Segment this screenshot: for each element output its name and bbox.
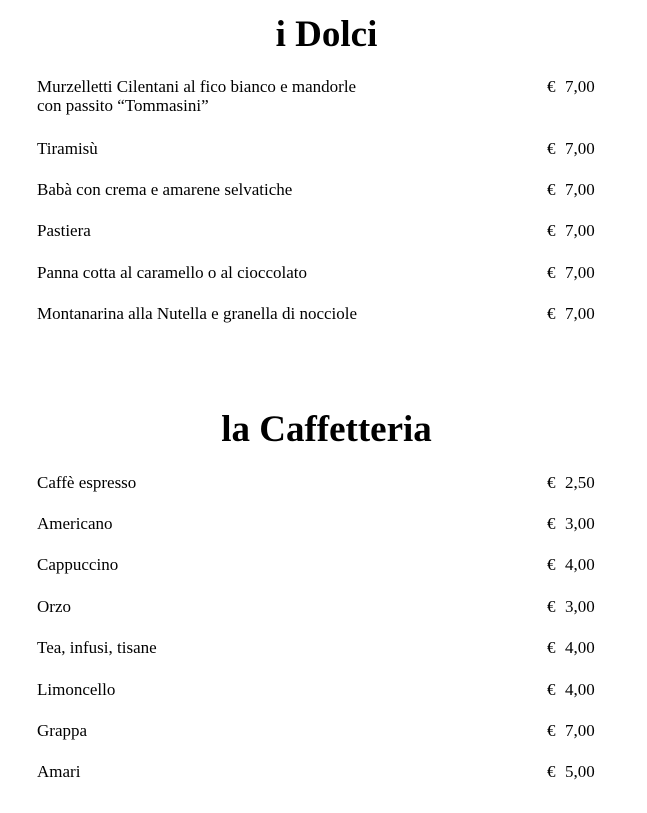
- item-price: [547, 638, 599, 657]
- item-name: [37, 473, 457, 492]
- item-name-line: Americano: [37, 514, 113, 533]
- item-price: [547, 514, 599, 533]
- item-name: [37, 180, 457, 199]
- currency-symbol: €: [547, 139, 556, 158]
- price-value: 7,00: [565, 221, 595, 240]
- item-name: [37, 597, 457, 616]
- price-value: 7,00: [565, 721, 595, 740]
- item-price: [547, 721, 599, 740]
- price-value: 7,00: [565, 77, 595, 96]
- section-title: i Dolci: [275, 14, 378, 55]
- item-name-line: Orzo: [37, 597, 71, 616]
- item-name: [37, 139, 457, 158]
- item-name-line: Grappa: [37, 721, 88, 740]
- currency-symbol: €: [547, 263, 556, 282]
- item-name: [37, 680, 457, 699]
- item-price: [547, 221, 599, 240]
- currency-symbol: €: [547, 680, 556, 699]
- price-value: 7,00: [565, 304, 595, 323]
- currency-symbol: €: [547, 221, 556, 240]
- price-value: 5,00: [565, 762, 595, 781]
- item-name: [37, 304, 457, 323]
- currency-symbol: €: [547, 555, 556, 574]
- item-name-line: Amari: [37, 762, 81, 781]
- item-name: [37, 77, 457, 115]
- item-name-line: Montanarina alla Nutella e granella di nocciole: [37, 304, 358, 323]
- price-value: 7,00: [565, 263, 595, 282]
- item-name: [37, 762, 457, 781]
- currency-symbol: €: [547, 638, 556, 657]
- item-name-line: con passito “Tommasini”: [37, 96, 209, 115]
- item-price: [547, 680, 599, 699]
- price-value: 7,00: [565, 180, 595, 199]
- currency-symbol: €: [547, 721, 556, 740]
- currency-symbol: €: [547, 304, 556, 323]
- item-price: [547, 597, 599, 616]
- item-name-line: Tea, infusi, tisane: [37, 638, 157, 657]
- item-name-line: Cappuccino: [37, 555, 119, 574]
- item-price: [547, 139, 599, 158]
- currency-symbol: €: [547, 77, 556, 96]
- item-name-line: Caffè espresso: [37, 473, 137, 492]
- item-name-line: Murzelletti Cilentani al fico bianco e mandorle: [37, 77, 357, 96]
- item-name-line: Tiramisù: [37, 139, 98, 158]
- currency-symbol: €: [547, 473, 556, 492]
- currency-symbol: €: [547, 514, 556, 533]
- currency-symbol: €: [547, 597, 556, 616]
- price-value: 4,00: [565, 555, 595, 574]
- currency-symbol: €: [547, 180, 556, 199]
- item-name-line: Pastiera: [37, 221, 91, 240]
- item-price: [547, 304, 599, 323]
- item-name-line: Panna cotta al caramello o al cioccolato: [37, 263, 307, 282]
- price-value: 3,00: [565, 597, 595, 616]
- item-name-line: Limoncello: [37, 680, 116, 699]
- price-value: 2,50: [565, 473, 595, 492]
- item-name: [37, 638, 457, 657]
- item-price: [547, 762, 599, 781]
- currency-symbol: €: [547, 762, 556, 781]
- item-name: [37, 555, 457, 574]
- price-value: 7,00: [565, 139, 595, 158]
- item-price: [547, 180, 599, 199]
- item-name: [37, 221, 457, 240]
- item-name: [37, 721, 457, 740]
- price-value: 4,00: [565, 638, 595, 657]
- item-price: [547, 77, 599, 96]
- item-price: [547, 263, 599, 282]
- item-price: [547, 555, 599, 574]
- item-name: [37, 514, 457, 533]
- section-title: la Caffetteria: [221, 409, 432, 450]
- price-value: 4,00: [565, 680, 595, 699]
- item-name-line: Babà con crema e amarene selvatiche: [37, 180, 293, 199]
- price-value: 3,00: [565, 514, 595, 533]
- item-price: [547, 473, 599, 492]
- item-name: [37, 263, 457, 282]
